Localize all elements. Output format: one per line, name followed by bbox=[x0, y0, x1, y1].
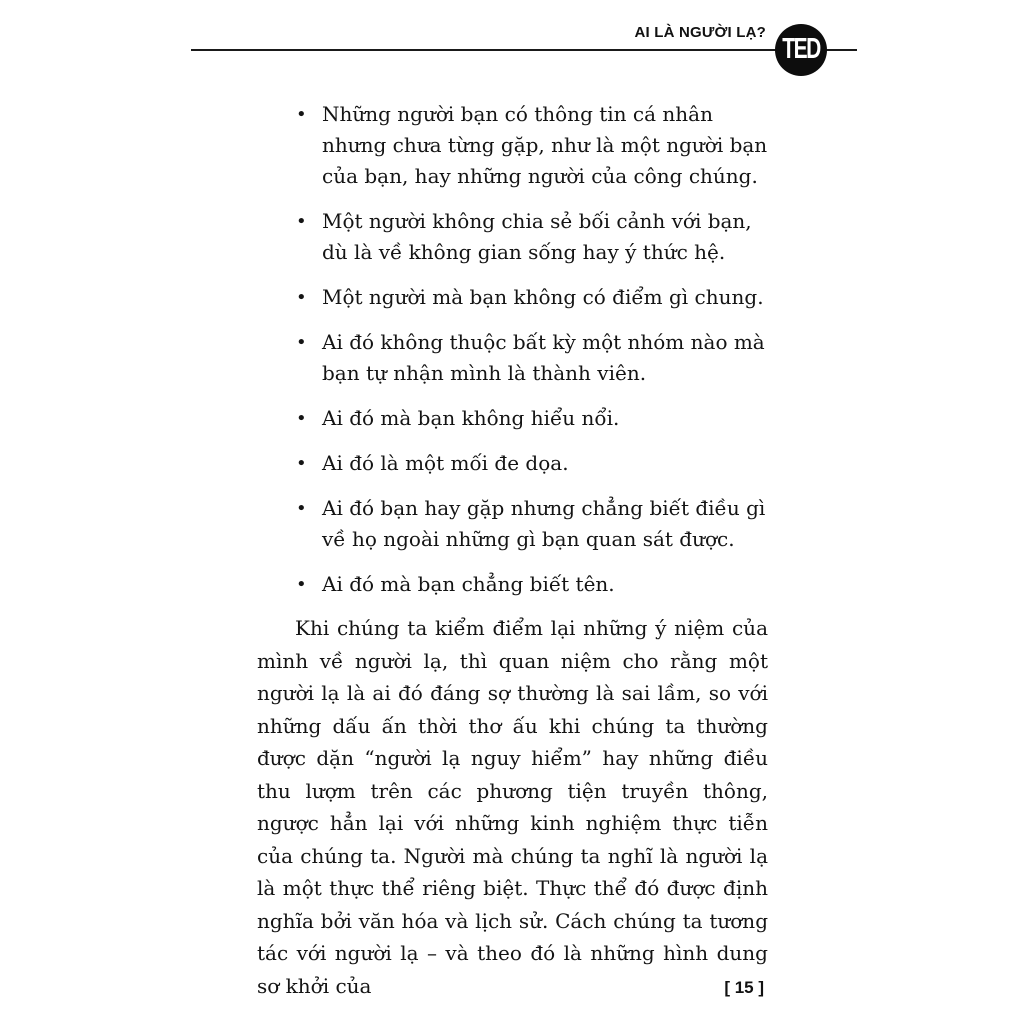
ted-logo bbox=[775, 24, 827, 76]
bullet-dot-icon: • bbox=[296, 332, 307, 353]
bullet-text: Một người mà bạn không có điểm gì chung. bbox=[322, 285, 764, 309]
bullet-dot-icon: • bbox=[296, 287, 307, 308]
header-rule bbox=[191, 49, 857, 51]
bullet-text: Một người không chia sẻ bối cảnh với bạn, dù là về không gian sống hay ý thức hệ. bbox=[322, 209, 752, 264]
bullet-item bbox=[296, 448, 768, 479]
bullet-dot-icon: • bbox=[296, 104, 307, 125]
bullet-text: Ai đó không thuộc bất kỳ một nhóm nào mà bạn tự nhận mình là thành viên. bbox=[322, 330, 765, 385]
bullet-text: Ai đó là một mối đe dọa. bbox=[322, 451, 569, 475]
bullet-dot-icon: • bbox=[296, 574, 307, 595]
running-title: AI LÀ NGƯỜI LẠ? bbox=[634, 24, 766, 41]
bullet-dot-icon: • bbox=[296, 498, 307, 519]
body-paragraph: Khi chúng ta kiểm điểm lại những ý niệm của mình về người lạ, thì quan niệm cho rằng một người lạ là ai đó đáng sợ thường là sai lầm, so với những dấu ấn thời thơ ấu khi chúng ta thường được dặn “người lạ nguy hiểm” hay những điều thu lượm trên các phương tiện truyền thông, ngược hẳn lại với những kinh nghiệm thực tiễn của chúng ta. Người mà chúng ta nghĩ là người lạ là một thực thể riêng biệt. Thực thể đó được định nghĩa bởi văn hóa và lịch sử. Cách chúng ta tương tác với người lạ – và theo đó là những hình dung sơ khởi của bbox=[257, 616, 768, 998]
bullet-text: Ai đó bạn hay gặp nhưng chẳng biết điều gì về họ ngoài những gì bạn quan sát được. bbox=[322, 496, 766, 551]
bullet-dot-icon: • bbox=[296, 211, 307, 232]
bullet-text: Ai đó mà bạn chẳng biết tên. bbox=[322, 572, 615, 596]
bullet-item bbox=[296, 569, 768, 600]
bullet-item bbox=[296, 282, 768, 313]
bullet-dot-icon: • bbox=[296, 453, 307, 474]
bullet-item bbox=[296, 206, 768, 268]
bullet-item bbox=[296, 327, 768, 389]
page-number: [ 15 ] bbox=[724, 978, 764, 997]
bullet-list bbox=[296, 99, 768, 614]
bullet-item bbox=[296, 403, 768, 434]
bullet-item bbox=[296, 99, 768, 192]
bullet-text: Ai đó mà bạn không hiểu nổi. bbox=[322, 406, 620, 430]
bullet-dot-icon: • bbox=[296, 408, 307, 429]
bullet-text: Những người bạn có thông tin cá nhân nhưng chưa từng gặp, như là một người bạn của bạn, hay những người của công chúng. bbox=[322, 102, 768, 188]
bullet-item bbox=[296, 493, 768, 555]
ted-logo-text: TED bbox=[782, 33, 820, 65]
